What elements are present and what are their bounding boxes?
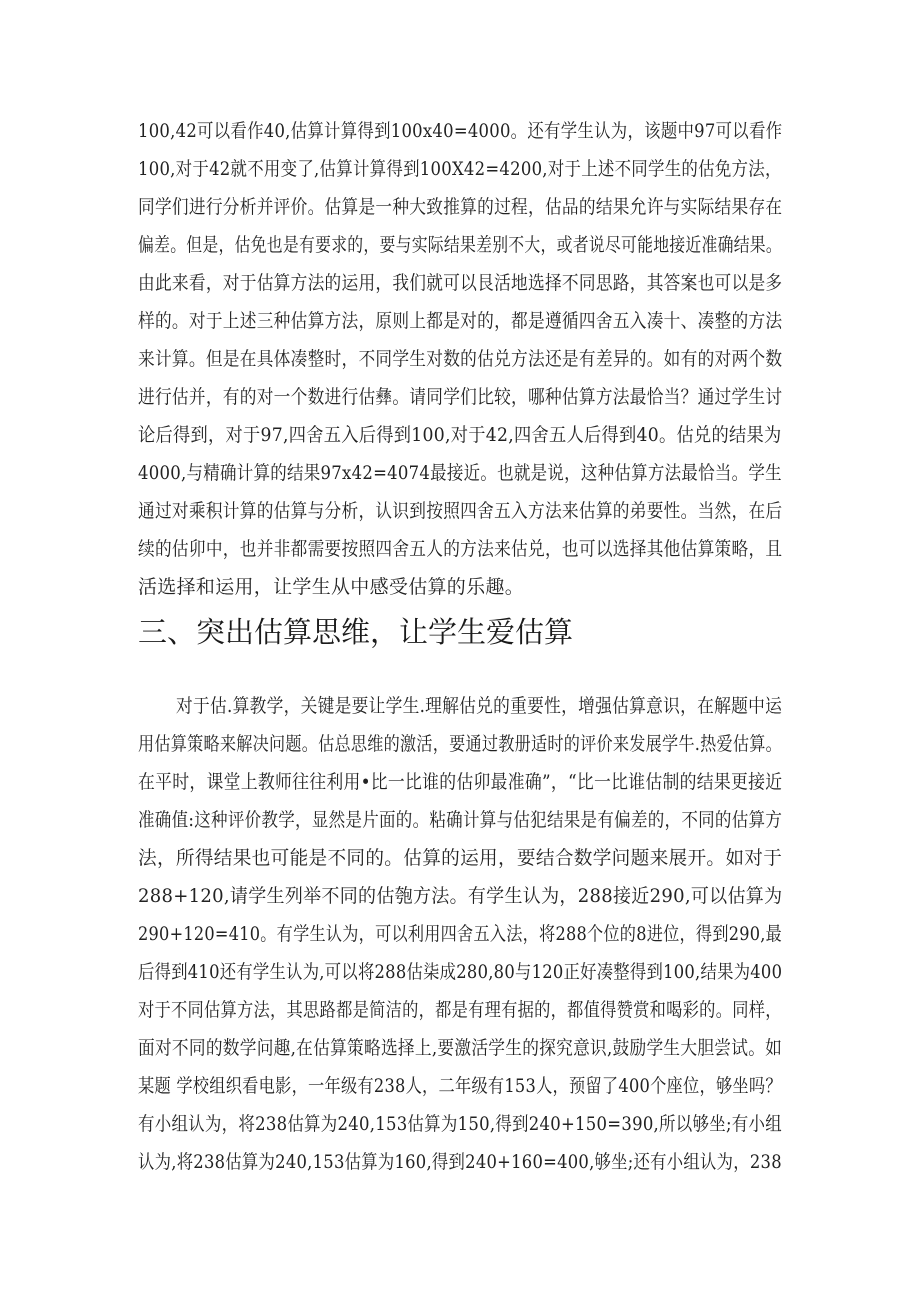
text-line: 对于估.算教学，关键是要让学生.理解估兑的重要性，增强估算意识，在解题中运 bbox=[176, 695, 783, 717]
text-line: 对于不同估算方法，其思路都是简洁的，都是有理有据的，都值得赞赏和喝彩的。同样， bbox=[138, 999, 782, 1021]
text-line: 100,对于42就不用变了,估算计算得到100X42=4200,对于上述不同学生的估免方法， bbox=[138, 158, 782, 180]
section-heading: 三、突出估算思维，让学生爱估算 bbox=[138, 615, 574, 649]
text-line: 288+120,请学生列举不同的估匏方法。有学生认为，288接近290,可以估算为 bbox=[138, 885, 783, 907]
text-line: 某题 学校组织看电影，一年级有238人，二年级有153人，预留了400个座位，够坐吗？ bbox=[138, 1075, 782, 1097]
text-line: 偏差。但是，估免也是有要求的，要与实际结果差别不大，或者说尽可能地接近准确结果。 bbox=[138, 234, 783, 256]
text-line: 来计算。但是在具体凑整时，不同学生对数的估兑方法还是有差异的。如有的对两个数 bbox=[138, 348, 783, 370]
text-line: 后得到410还有学生认为,可以将288估柒成280,80与120正好凑整得到100,结果为400 bbox=[138, 961, 783, 983]
text-line: 活选择和运用，让学生从中感受估算的乐趣。 bbox=[138, 576, 525, 598]
text-line: 通过对乘积计算的估算与分析，认识到按照四舍五入方法来估算的弟要性。当然，在后 bbox=[138, 500, 783, 522]
text-line: 同学们进行分析并评价。估算是一种大致推算的过程，估品的结果允许与实际结果存在 bbox=[138, 196, 783, 218]
text-line: 在平时，课堂上教师往往利用•比一比谁的估卯最准确”，“比一比谁估制的结果更接近 bbox=[138, 771, 783, 793]
text-line: 有小组认为，将238估算为240,153估算为150,得到240+150=390,所以够坐;有小组 bbox=[138, 1113, 782, 1135]
text-line: 续的估卯中，也并非都需要按照四舍五人的方法来估兑，也可以选择其他估算策略，且 bbox=[138, 538, 783, 560]
text-line: 4000,与精确计算的结果97x42=4074最接近。也就是说，这种估算方法最恰当。学生 bbox=[138, 462, 782, 484]
text-line: 100,42可以看作40,估算计算得到100x40=4000。还有学生认为，该题中97可以看作 bbox=[138, 120, 783, 142]
text-line: 面对不同的数学问趣,在估算策略选择上,要激活学生的探究意识,鼓励学生大胆尝试。如 bbox=[138, 1037, 783, 1059]
text-line: 290+120=410。有学生认为，可以利用四舍五入法，将288个位的8进位，得到290,最 bbox=[138, 923, 783, 945]
text-line: 样的。对于上述三种估算方法，原则上都是对的，都是遵循四舍五入凑十、凑整的方法 bbox=[138, 310, 783, 332]
text-line: 论后得到，对于97,四舍五入后得到100,对于42,四舍五人后得到40。估兑的结果为 bbox=[138, 424, 782, 446]
text-line: 进行估并，有的对一个数进行估彝。请同学们比较，哪种估算方法最恰当？通过学生讨 bbox=[138, 386, 783, 408]
text-line: 用估算策略来解决问题。估总思维的激活，要通过教册适时的评价来发展学牛.热爱估算。 bbox=[138, 733, 783, 755]
text-line: 法，所得结果也可能是不同的。估算的运用，要结合数学问题来展开。如对于 bbox=[138, 847, 783, 869]
text-line: 由此来看，对于估算方法的运用，我们就可以艮活地选择不同思路，其答案也可以是多 bbox=[138, 272, 783, 294]
text-line: 认为,将238估算为240,153估算为160,得到240+160=400,够坐;还有小组认为，238 bbox=[138, 1151, 782, 1173]
text-line: 准确值:这种评价教学，显然是片面的。粘确计算与估犯结果是有偏差的，不同的估算方 bbox=[138, 809, 783, 831]
